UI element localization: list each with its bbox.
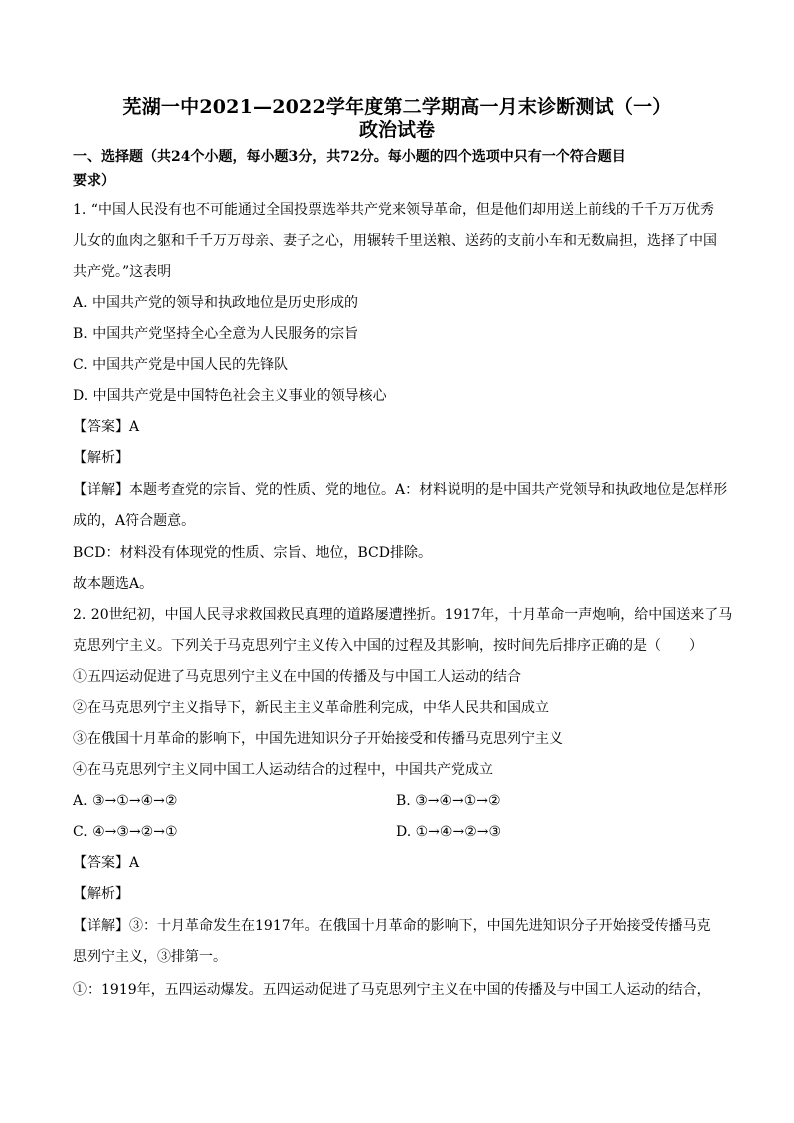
q1-stem: 共产党。”这表明 (73, 264, 172, 280)
q1-detail: 成的，A符合题意。 (73, 513, 196, 529)
q2-detail: 【详解】③：十月革命发生在1917年。在俄国十月革命的影响下，中国先进知识分子开始接受传播马克 (73, 918, 711, 934)
q2-item-4: ④在马克思列宁主义同中国工人运动结合的过程中，中国共产党成立 (73, 762, 493, 778)
q2-analysis-label: 【解析】 (73, 886, 129, 902)
q1-detail: BCD：材料没有体现党的性质、宗旨、地位，BCD排除。 (73, 545, 432, 561)
q2-detail: ①：1919年，五四运动爆发。五四运动促进了马克思列宁主义在中国的传播及与中国工人运动的结合， (73, 982, 711, 998)
q1-option-a: A. 中国共产党的领导和执政地位是历史形成的 (73, 295, 359, 311)
exam-subtitle: 政治试卷 (358, 119, 435, 141)
q1-detail: 【详解】本题考查党的宗旨、党的性质、党的地位。A：材料说明的是中国共产党领导和执政地位是怎样形 (73, 482, 728, 498)
q1-option-b: B. 中国共产党坚持全心全意为人民服务的宗旨 (73, 326, 359, 342)
section-heading: 一、选择题（共24个小题，每小题3分，共72分。每小题的四个选项中只有一个符合题目 (73, 149, 626, 165)
q2-item-2: ②在马克思列宁主义指导下，新民主主义革命胜利完成，中华人民共和国成立 (73, 700, 549, 716)
q1-stem: 儿女的血肉之躯和千千万万母亲、妻子之心，用辗转千里送粮、送药的支前小车和无数扁担，选择了中国 (73, 233, 717, 249)
q1-detail: 故本题选A。 (73, 576, 154, 592)
q2-stem: 克思列宁主义。下列关于马克思列宁主义传入中国的过程及其影响，按时间先后排序正确的是（ ） (73, 638, 703, 654)
q2-item-1: ①五四运动促进了马克思列宁主义在中国的传播及与中国工人运动的结合 (73, 669, 521, 685)
q2-item-3: ③在俄国十月革命的影响下，中国先进知识分子开始接受和传播马克思列宁主义 (73, 731, 563, 747)
q2-option-b: B. ③→④→①→② (396, 793, 501, 809)
q2-detail: 思列宁主义，③排第一。 (73, 949, 227, 965)
q2-option-a: A. ③→①→④→② (73, 793, 178, 809)
q2-answer: 【答案】A (73, 855, 140, 871)
q1-answer: 【答案】A (73, 419, 140, 435)
q1-option-d: D. 中国共产党是中国特色社会主义事业的领导核心 (73, 388, 387, 404)
q1-option-c: C. 中国共产党是中国人民的先锋队 (73, 357, 289, 373)
section-heading-cont: 要求） (73, 173, 115, 189)
q2-stem: 2. 20世纪初，中国人民寻求救国救民真理的道路屡遭挫折。1917年，十月革命一声炮响，给中国送来了马 (73, 607, 733, 623)
q1-stem: 1. “中国人民没有也不可能通过全国投票选举共产党来领导革命，但是他们却用送上前线的千千万万优秀 (73, 202, 714, 218)
exam-title: 芜湖一中2021—2022学年度第二学期高一月末诊断测试（一） (122, 96, 672, 118)
q1-analysis-label: 【解析】 (73, 450, 129, 466)
q2-option-d: D. ①→④→②→③ (396, 824, 502, 840)
q2-option-c: C. ④→③→②→① (73, 824, 178, 840)
